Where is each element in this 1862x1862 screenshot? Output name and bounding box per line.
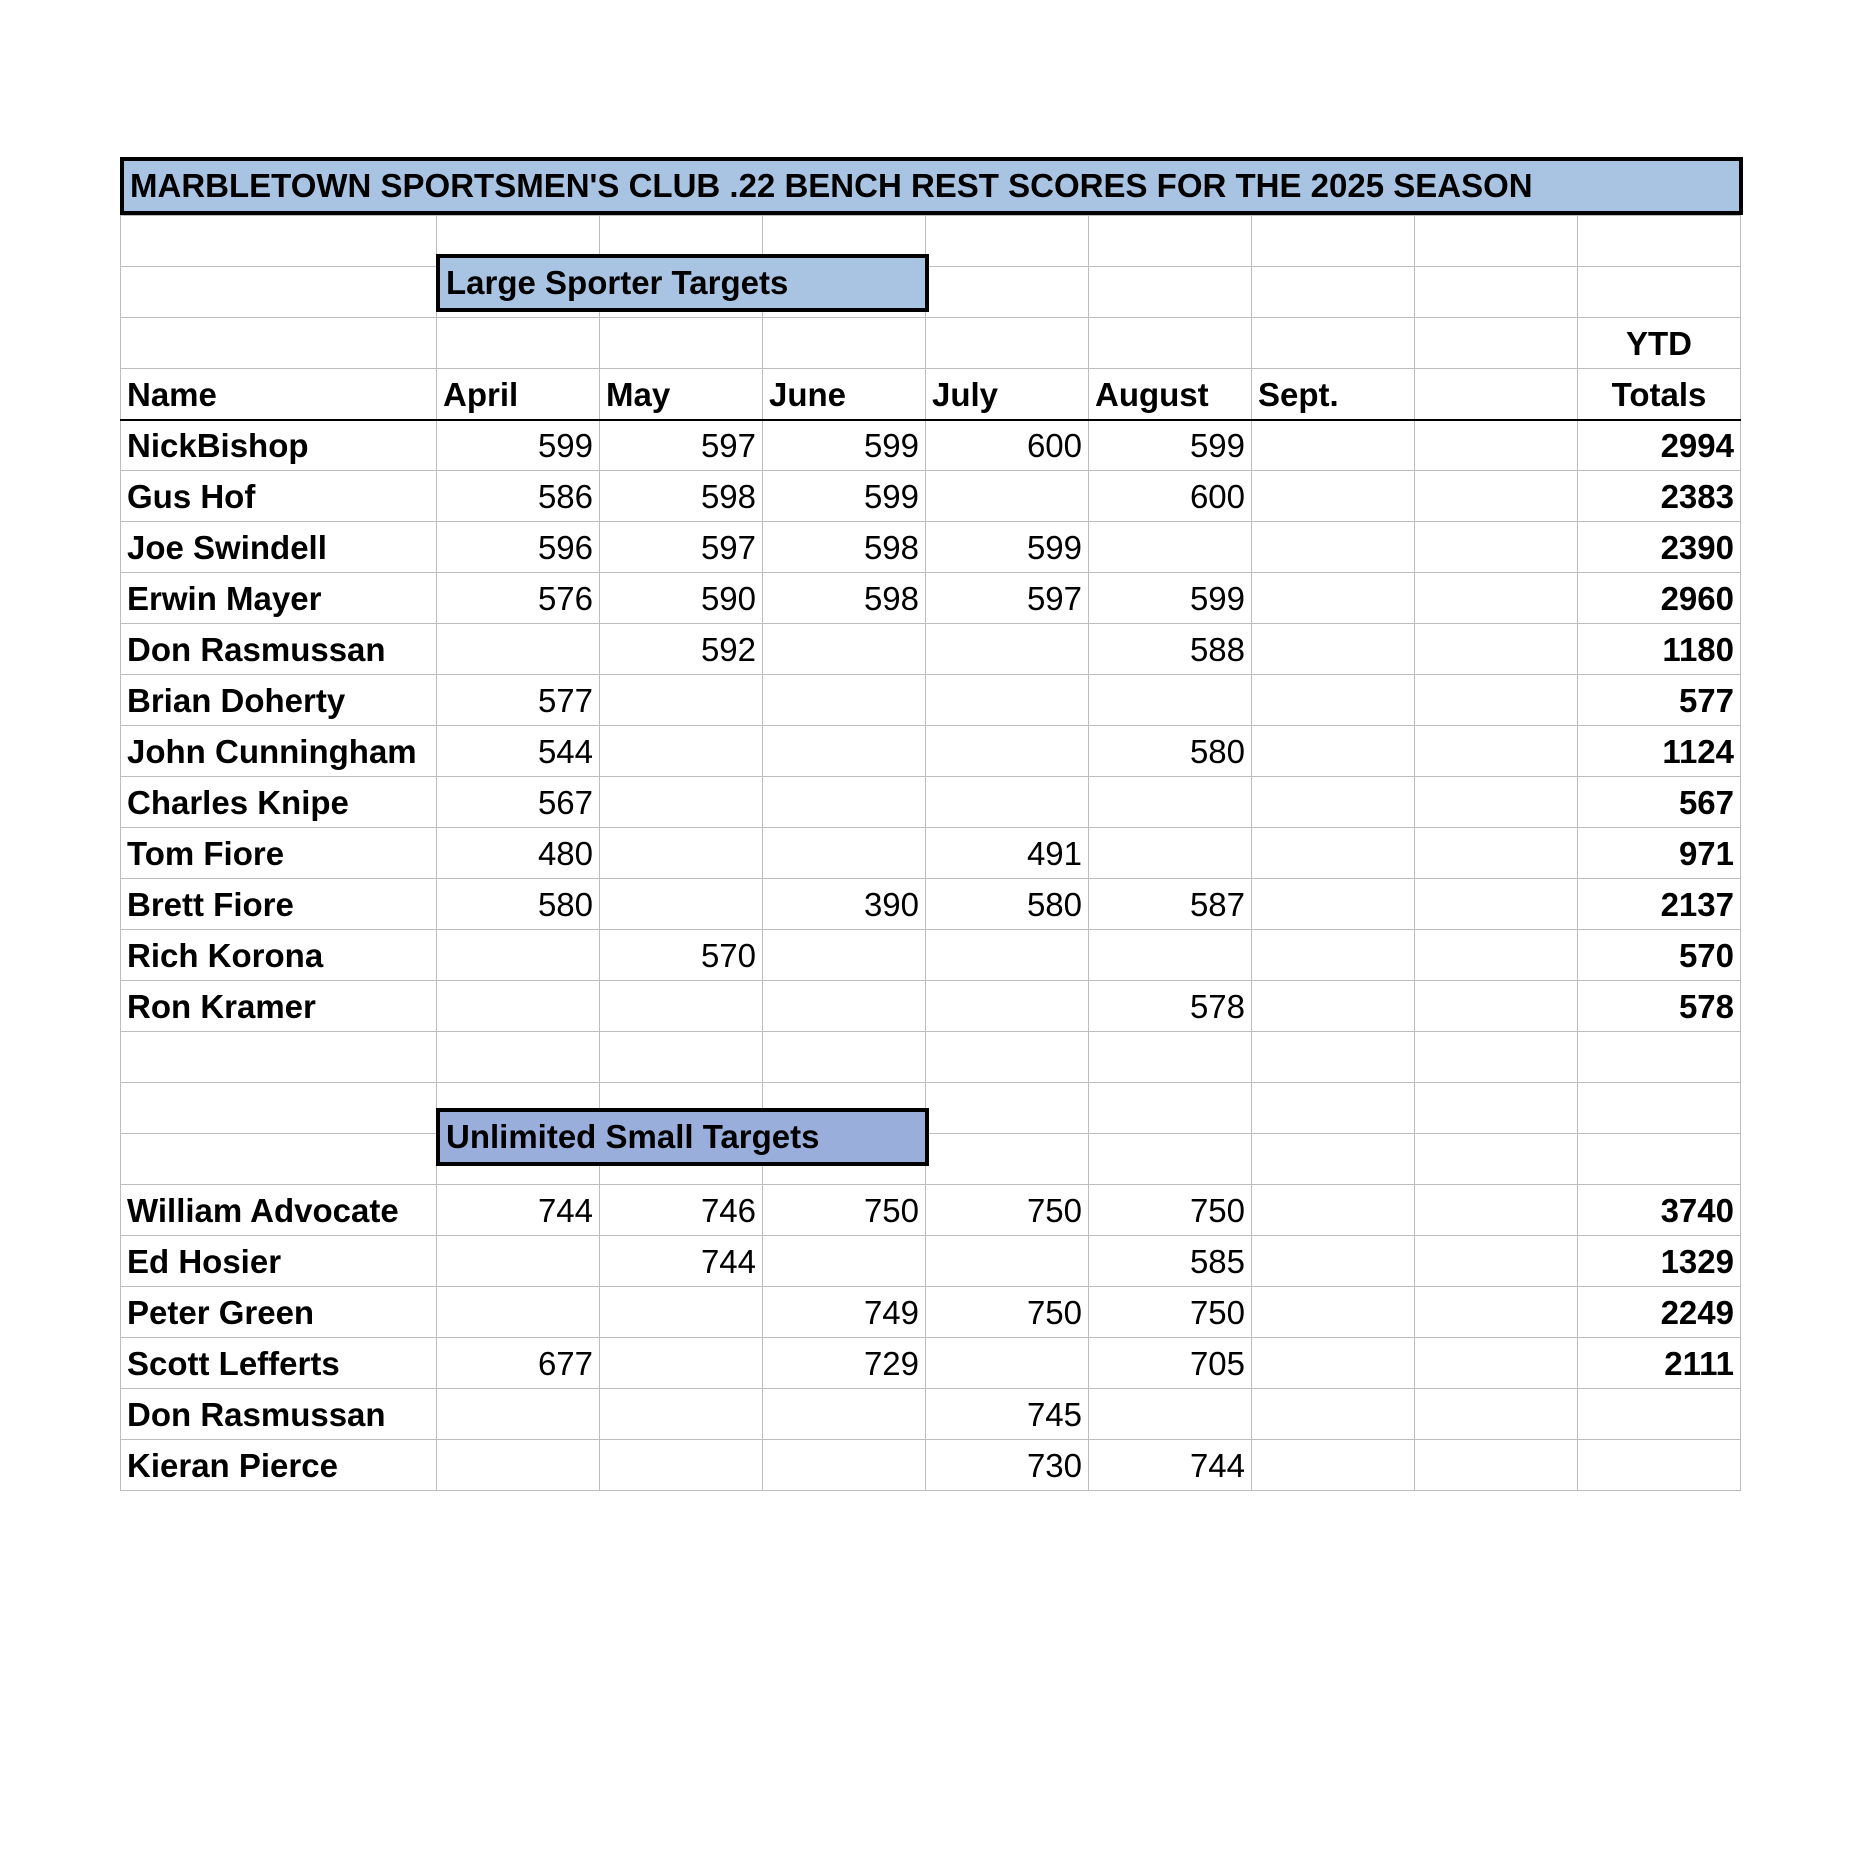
score-cell[interactable]: 744: [600, 1236, 763, 1287]
score-cell[interactable]: 577: [437, 675, 600, 726]
score-cell[interactable]: [763, 981, 926, 1032]
score-cell[interactable]: [926, 1236, 1089, 1287]
score-cell[interactable]: 750: [1089, 1185, 1252, 1236]
score-row: [121, 777, 1741, 828]
score-cell[interactable]: [763, 624, 926, 675]
score-row: [121, 1185, 1741, 1236]
cell[interactable]: [926, 216, 1089, 267]
score-cell[interactable]: 390: [763, 879, 926, 930]
cell[interactable]: [926, 1134, 1089, 1185]
score-cell[interactable]: [1252, 1236, 1415, 1287]
score-cell[interactable]: 592: [600, 624, 763, 675]
score-cell[interactable]: 600: [1089, 471, 1252, 522]
score-cell[interactable]: [1252, 471, 1415, 522]
score-cell[interactable]: 744: [1089, 1440, 1252, 1491]
score-cell[interactable]: [1089, 522, 1252, 573]
score-cell[interactable]: [763, 930, 926, 981]
shooter-name[interactable]: Brian Doherty: [121, 675, 437, 726]
ytd-total[interactable]: [1578, 1440, 1741, 1491]
cell[interactable]: [1252, 216, 1415, 267]
cell[interactable]: [600, 318, 763, 369]
cell[interactable]: [1578, 216, 1741, 267]
score-cell[interactable]: 544: [437, 726, 600, 777]
cell[interactable]: [600, 1032, 763, 1083]
score-cell[interactable]: [437, 1440, 600, 1491]
shooter-name[interactable]: Gus Hof: [121, 471, 437, 522]
header-row-top: [121, 318, 1741, 369]
score-cell[interactable]: 585: [1089, 1236, 1252, 1287]
score-cell[interactable]: [1415, 471, 1578, 522]
ytd-total[interactable]: 577: [1578, 675, 1741, 726]
score-cell[interactable]: 599: [763, 471, 926, 522]
score-cell[interactable]: 590: [600, 573, 763, 624]
shooter-name[interactable]: Don Rasmussan: [121, 624, 437, 675]
score-cell[interactable]: 570: [600, 930, 763, 981]
section-row-large: [121, 267, 1741, 318]
score-cell[interactable]: 599: [1089, 420, 1252, 471]
score-cell[interactable]: 599: [1089, 573, 1252, 624]
score-cell[interactable]: [1089, 1389, 1252, 1440]
ytd-total[interactable]: [1578, 1389, 1741, 1440]
shooter-name[interactable]: Charles Knipe: [121, 777, 437, 828]
ytd-total[interactable]: 2390: [1578, 522, 1741, 573]
score-cell[interactable]: 578: [1089, 981, 1252, 1032]
cell[interactable]: [1089, 267, 1252, 318]
score-cell[interactable]: [1415, 1287, 1578, 1338]
section-label-large-sporter: Large Sporter Targets: [436, 254, 929, 312]
score-cell[interactable]: [1415, 828, 1578, 879]
score-cell[interactable]: [763, 777, 926, 828]
score-cell[interactable]: [926, 726, 1089, 777]
score-cell[interactable]: [600, 777, 763, 828]
ytd-total[interactable]: 2960: [1578, 573, 1741, 624]
score-cell[interactable]: 580: [926, 879, 1089, 930]
score-row: [121, 1236, 1741, 1287]
section-row-small: [121, 1083, 1741, 1134]
shooter-name[interactable]: Rich Korona: [121, 930, 437, 981]
score-cell[interactable]: 745: [926, 1389, 1089, 1440]
cell[interactable]: [926, 1083, 1089, 1134]
score-cell[interactable]: [763, 675, 926, 726]
score-row: [121, 420, 1741, 471]
cell[interactable]: [1252, 318, 1415, 369]
cell[interactable]: [1252, 1083, 1415, 1134]
score-row: [121, 930, 1741, 981]
cell[interactable]: [1089, 1083, 1252, 1134]
score-cell[interactable]: 586: [437, 471, 600, 522]
score-cell[interactable]: [1415, 981, 1578, 1032]
score-cell[interactable]: 677: [437, 1338, 600, 1389]
score-cell[interactable]: [600, 981, 763, 1032]
month-header[interactable]: May: [600, 369, 763, 420]
score-cell[interactable]: 598: [763, 573, 926, 624]
ytd-total[interactable]: 2383: [1578, 471, 1741, 522]
shooter-name[interactable]: NickBishop: [121, 420, 437, 471]
cell[interactable]: [121, 267, 437, 318]
score-cell[interactable]: [763, 1236, 926, 1287]
score-cell[interactable]: [1252, 930, 1415, 981]
score-cell[interactable]: [763, 726, 926, 777]
score-cell[interactable]: [437, 981, 600, 1032]
score-cell[interactable]: 750: [926, 1287, 1089, 1338]
cell[interactable]: [1252, 1032, 1415, 1083]
cell[interactable]: [1415, 1134, 1578, 1185]
score-cell[interactable]: [1252, 726, 1415, 777]
score-cell[interactable]: [1252, 828, 1415, 879]
score-cell[interactable]: 599: [437, 420, 600, 471]
score-cell[interactable]: [1089, 777, 1252, 828]
score-cell[interactable]: [1252, 420, 1415, 471]
cell[interactable]: [926, 267, 1089, 318]
shooter-name[interactable]: Peter Green: [121, 1287, 437, 1338]
score-row: [121, 981, 1741, 1032]
cell[interactable]: [1415, 1032, 1578, 1083]
score-cell[interactable]: [926, 981, 1089, 1032]
score-row: [121, 1389, 1741, 1440]
score-cell[interactable]: 596: [437, 522, 600, 573]
cell[interactable]: [926, 1032, 1089, 1083]
score-cell[interactable]: [1089, 930, 1252, 981]
shooter-name[interactable]: John Cunningham: [121, 726, 437, 777]
score-cell[interactable]: 599: [763, 420, 926, 471]
cell[interactable]: [121, 216, 437, 267]
score-cell[interactable]: 750: [926, 1185, 1089, 1236]
cell[interactable]: [121, 318, 437, 369]
cell[interactable]: [1578, 1032, 1741, 1083]
score-cell[interactable]: 588: [1089, 624, 1252, 675]
score-cell[interactable]: [1252, 777, 1415, 828]
score-cell[interactable]: [1252, 981, 1415, 1032]
score-row: [121, 879, 1741, 930]
section-label-unlimited-small: Unlimited Small Targets: [436, 1108, 929, 1166]
cell[interactable]: [437, 1032, 600, 1083]
score-cell[interactable]: 597: [600, 522, 763, 573]
score-cell[interactable]: [1252, 1338, 1415, 1389]
ytd-total[interactable]: 1180: [1578, 624, 1741, 675]
score-cell[interactable]: [1415, 777, 1578, 828]
cell[interactable]: [763, 318, 926, 369]
cell[interactable]: [1578, 267, 1741, 318]
score-row: [121, 1287, 1741, 1338]
ytd-total[interactable]: 1329: [1578, 1236, 1741, 1287]
cell[interactable]: [121, 1083, 437, 1134]
score-cell[interactable]: [600, 1338, 763, 1389]
cell[interactable]: [1252, 1134, 1415, 1185]
score-cell[interactable]: [600, 879, 763, 930]
score-cell[interactable]: [1415, 1236, 1578, 1287]
shooter-name[interactable]: Scott Lefferts: [121, 1338, 437, 1389]
score-cell[interactable]: 749: [763, 1287, 926, 1338]
score-cell[interactable]: [926, 1338, 1089, 1389]
score-cell[interactable]: [1415, 879, 1578, 930]
score-cell[interactable]: [763, 1389, 926, 1440]
score-row: [121, 726, 1741, 777]
ytd-total[interactable]: 2111: [1578, 1338, 1741, 1389]
shooter-name[interactable]: William Advocate: [121, 1185, 437, 1236]
shooter-name[interactable]: Brett Fiore: [121, 879, 437, 930]
month-header[interactable]: April: [437, 369, 600, 420]
score-cell[interactable]: 597: [600, 420, 763, 471]
score-cell[interactable]: [437, 624, 600, 675]
score-cell[interactable]: 580: [1089, 726, 1252, 777]
score-cell[interactable]: [600, 828, 763, 879]
cell[interactable]: [1415, 318, 1578, 369]
score-cell[interactable]: 744: [437, 1185, 600, 1236]
score-row: [121, 573, 1741, 624]
score-cell[interactable]: [600, 726, 763, 777]
score-cell[interactable]: 750: [763, 1185, 926, 1236]
sheet-title: MARBLETOWN SPORTSMEN'S CLUB .22 BENCH REST SCORES FOR THE 2025 SEASON: [120, 157, 1743, 215]
score-cell[interactable]: [1415, 726, 1578, 777]
score-cell[interactable]: 600: [926, 420, 1089, 471]
score-cell[interactable]: 580: [437, 879, 600, 930]
month-header[interactable]: July: [926, 369, 1089, 420]
score-row: [121, 471, 1741, 522]
score-row: [121, 522, 1741, 573]
score-cell[interactable]: [926, 930, 1089, 981]
score-cell[interactable]: [1252, 1440, 1415, 1491]
shooter-name[interactable]: Don Rasmussan: [121, 1389, 437, 1440]
month-header[interactable]: [1415, 369, 1578, 420]
name-header[interactable]: Name: [121, 369, 437, 420]
score-cell[interactable]: [1415, 930, 1578, 981]
score-cell[interactable]: [1089, 675, 1252, 726]
score-cell[interactable]: [763, 1440, 926, 1491]
score-cell[interactable]: 750: [1089, 1287, 1252, 1338]
cell[interactable]: [1089, 1032, 1252, 1083]
score-cell[interactable]: [1415, 675, 1578, 726]
score-cell[interactable]: [600, 1389, 763, 1440]
score-row: [121, 1440, 1741, 1491]
score-cell[interactable]: 730: [926, 1440, 1089, 1491]
shooter-name[interactable]: Ed Hosier: [121, 1236, 437, 1287]
ytd-total[interactable]: 567: [1578, 777, 1741, 828]
score-cell[interactable]: 599: [926, 522, 1089, 573]
cell[interactable]: [926, 318, 1089, 369]
month-header[interactable]: August: [1089, 369, 1252, 420]
cell[interactable]: [1252, 267, 1415, 318]
score-row: [121, 675, 1741, 726]
cell[interactable]: [121, 1134, 437, 1185]
shooter-name[interactable]: Joe Swindell: [121, 522, 437, 573]
score-cell[interactable]: [926, 471, 1089, 522]
score-cell[interactable]: 480: [437, 828, 600, 879]
score-cell[interactable]: 746: [600, 1185, 763, 1236]
cell[interactable]: [437, 318, 600, 369]
ytd-total[interactable]: 2994: [1578, 420, 1741, 471]
score-cell[interactable]: [1415, 624, 1578, 675]
shooter-name[interactable]: Kieran Pierce: [121, 1440, 437, 1491]
score-cell[interactable]: [763, 828, 926, 879]
score-row: [121, 624, 1741, 675]
score-cell[interactable]: [926, 675, 1089, 726]
cell[interactable]: [1089, 318, 1252, 369]
score-cell[interactable]: [1252, 573, 1415, 624]
ytd-total[interactable]: 1124: [1578, 726, 1741, 777]
score-cell[interactable]: [1415, 420, 1578, 471]
score-cell[interactable]: [1252, 522, 1415, 573]
totals-header[interactable]: Totals: [1578, 369, 1741, 420]
ytd-total[interactable]: 2249: [1578, 1287, 1741, 1338]
score-cell[interactable]: 576: [437, 573, 600, 624]
cell[interactable]: [121, 1032, 437, 1083]
ytd-total[interactable]: 971: [1578, 828, 1741, 879]
cell[interactable]: [1415, 267, 1578, 318]
score-row: [121, 1338, 1741, 1389]
score-cell[interactable]: [1089, 828, 1252, 879]
blank-row: [121, 1032, 1741, 1083]
score-cell[interactable]: [1415, 1389, 1578, 1440]
score-cell[interactable]: 598: [763, 522, 926, 573]
score-cell[interactable]: [1252, 675, 1415, 726]
scores-table: [120, 215, 1741, 1491]
blank-row: [121, 216, 1741, 267]
score-cell[interactable]: [600, 675, 763, 726]
cell[interactable]: [1415, 216, 1578, 267]
score-cell[interactable]: [1252, 1287, 1415, 1338]
score-cell[interactable]: 729: [763, 1338, 926, 1389]
score-cell[interactable]: [437, 1389, 600, 1440]
score-cell[interactable]: [926, 777, 1089, 828]
month-header[interactable]: Sept.: [1252, 369, 1415, 420]
score-cell[interactable]: [437, 1287, 600, 1338]
cell[interactable]: [1089, 216, 1252, 267]
score-cell[interactable]: [1252, 1185, 1415, 1236]
score-cell[interactable]: 567: [437, 777, 600, 828]
blank-row: [121, 1134, 1741, 1185]
score-cell[interactable]: 491: [926, 828, 1089, 879]
score-cell[interactable]: [1415, 522, 1578, 573]
score-cell[interactable]: [1252, 624, 1415, 675]
score-cell[interactable]: [1415, 573, 1578, 624]
score-cell[interactable]: [926, 624, 1089, 675]
score-cell[interactable]: 597: [926, 573, 1089, 624]
shooter-name[interactable]: Erwin Mayer: [121, 573, 437, 624]
score-cell[interactable]: [1415, 1440, 1578, 1491]
score-cell[interactable]: [1252, 1389, 1415, 1440]
cell[interactable]: [1578, 1083, 1741, 1134]
cell[interactable]: [763, 1032, 926, 1083]
score-row: [121, 828, 1741, 879]
ytd-total[interactable]: 570: [1578, 930, 1741, 981]
score-cell[interactable]: [1252, 879, 1415, 930]
score-cell[interactable]: [600, 1440, 763, 1491]
score-cell[interactable]: [600, 1287, 763, 1338]
shooter-name[interactable]: Tom Fiore: [121, 828, 437, 879]
shooter-name[interactable]: Ron Kramer: [121, 981, 437, 1032]
header-row: [121, 369, 1741, 420]
score-cell[interactable]: 587: [1089, 879, 1252, 930]
score-cell[interactable]: 705: [1089, 1338, 1252, 1389]
cell[interactable]: [1089, 1134, 1252, 1185]
score-cell[interactable]: [437, 930, 600, 981]
month-header[interactable]: June: [763, 369, 926, 420]
score-cell[interactable]: [1415, 1185, 1578, 1236]
score-cell[interactable]: [1415, 1338, 1578, 1389]
ytd-total[interactable]: 578: [1578, 981, 1741, 1032]
ytd-total[interactable]: 2137: [1578, 879, 1741, 930]
ytd-total[interactable]: 3740: [1578, 1185, 1741, 1236]
ytd-header[interactable]: YTD: [1578, 318, 1741, 369]
score-cell[interactable]: 598: [600, 471, 763, 522]
score-cell[interactable]: [437, 1236, 600, 1287]
cell[interactable]: [1415, 1083, 1578, 1134]
cell[interactable]: [1578, 1134, 1741, 1185]
